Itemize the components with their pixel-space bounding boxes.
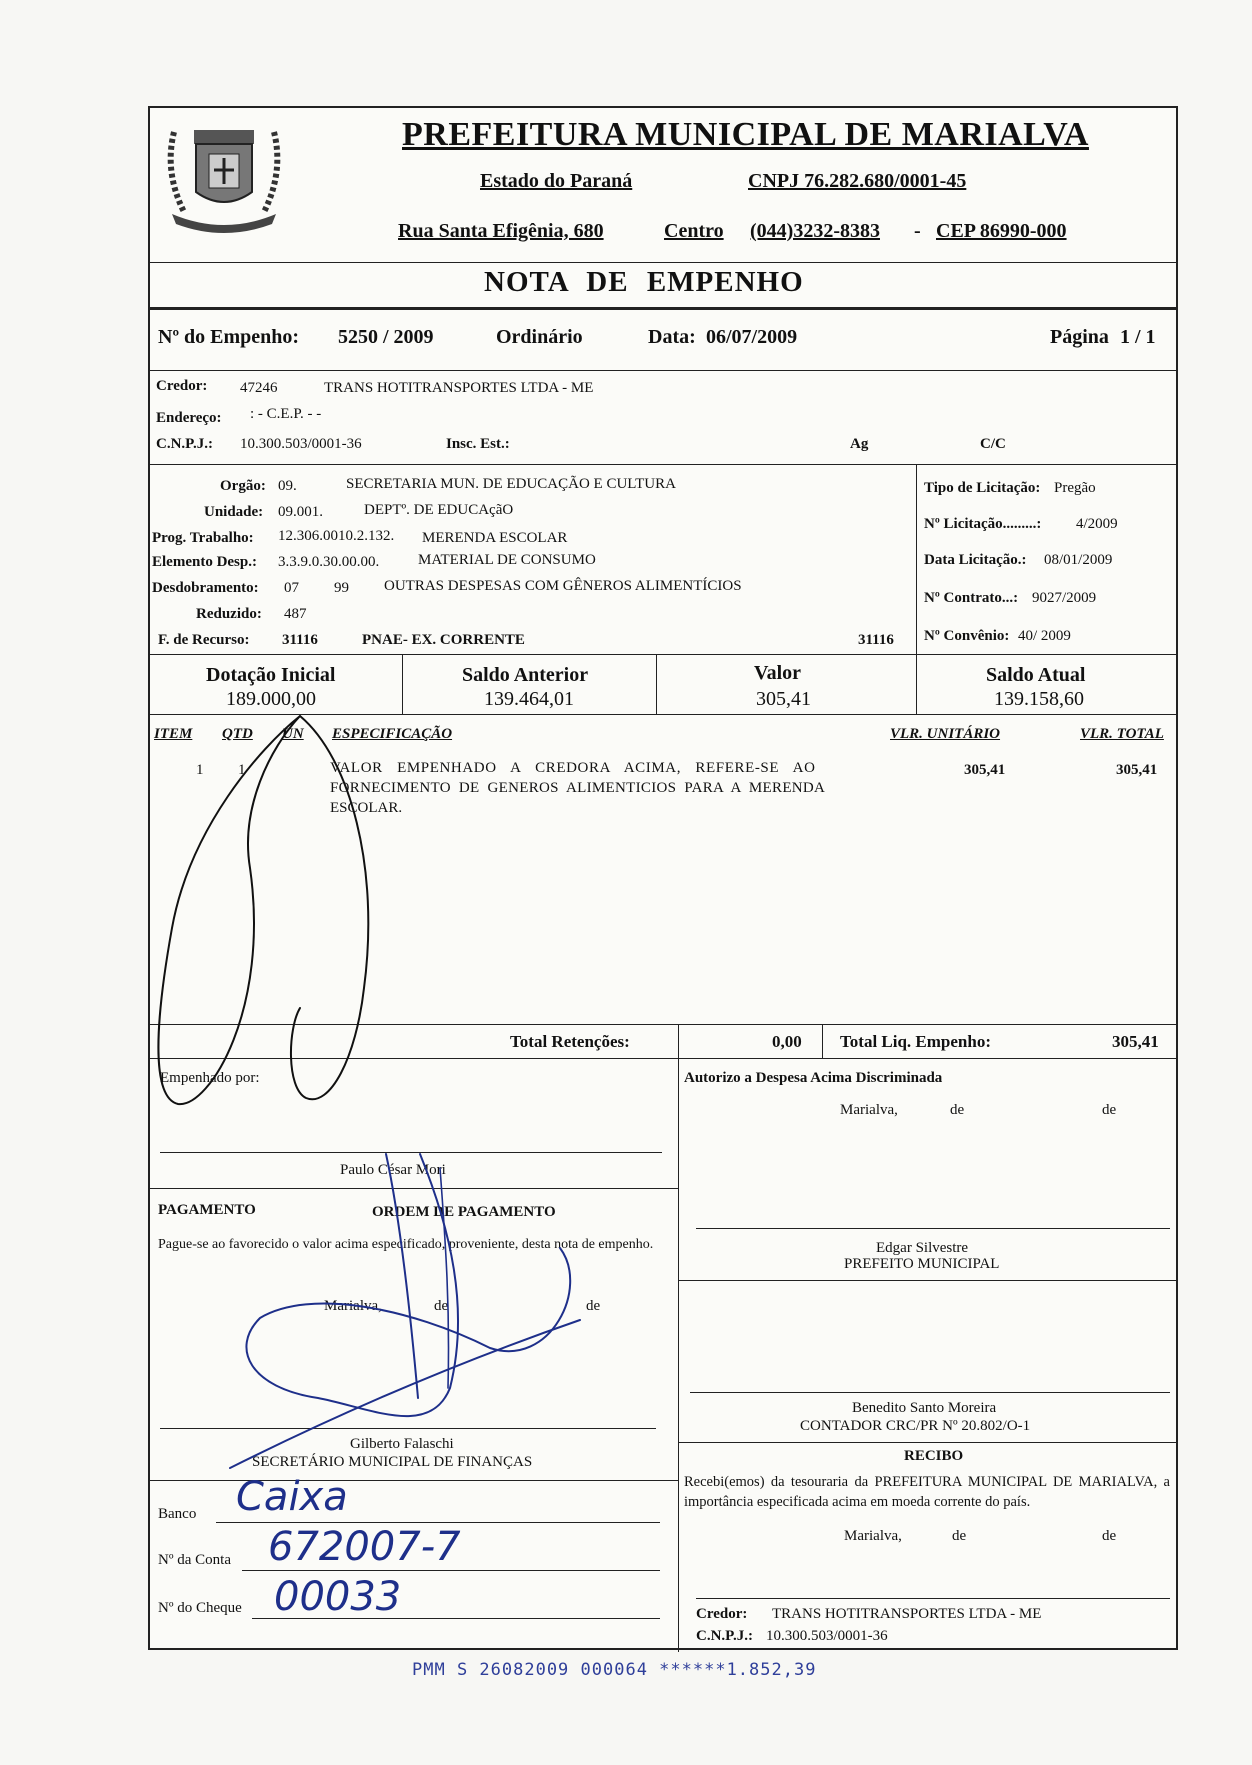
contador-name: Benedito Santo Moreira <box>852 1400 997 1416</box>
dotacao-value: 189.000,00 <box>226 688 316 710</box>
autorizo-city: Marialva, <box>840 1102 898 1118</box>
item-unit-value: 305,41 <box>964 762 1006 778</box>
recibo-credor-label: Credor: <box>696 1606 748 1622</box>
recibo-city: Marialva, <box>844 1528 902 1544</box>
conta-label: Nº da Conta <box>158 1552 231 1568</box>
elem-code: 3.3.9.0.30.00.00. <box>278 554 380 570</box>
dotacao-label: Dotação Inicial <box>206 664 336 686</box>
orgao-code: 09. <box>278 478 297 494</box>
saldo-anterior-value: 139.464,01 <box>484 688 574 710</box>
recibo-text: Recebi(emos) da tesouraria da PREFEITURA MUNICIPAL DE MARIALVA, a importância especificada acima em moeda corrente do país. <box>684 1474 1170 1510</box>
cheque-label: Nº do Cheque <box>158 1600 242 1616</box>
orgao-label: Orgão: <box>220 478 266 494</box>
recibo-cnpj: 10.300.503/0001-36 <box>766 1628 888 1644</box>
recibo-de-1: de <box>952 1528 967 1544</box>
insc-label: Insc. Est.: <box>446 436 510 452</box>
prefeito-name: Edgar Silvestre <box>876 1240 969 1256</box>
desd-code1: 07 <box>284 580 299 596</box>
desd-name: OUTRAS DESPESAS COM GÊNEROS ALIMENTÍCIOS <box>384 578 742 594</box>
credor-label: Credor: <box>156 378 208 394</box>
retencoes-value: 0,00 <box>772 1032 802 1051</box>
credor-address: : - C.E.P. - - <box>250 406 322 422</box>
fonte-label: F. de Recurso: <box>158 632 250 648</box>
credor-cnpj: 10.300.503/0001-36 <box>240 436 362 452</box>
banco-handwritten: Caixa <box>236 1474 348 1520</box>
convenio: 40/ 2009 <box>1018 628 1071 644</box>
reduz-label: Reduzido: <box>196 606 262 622</box>
ag-label: Ag <box>850 436 869 452</box>
unidade-label: Unidade: <box>204 504 264 520</box>
licitacao-tipo: Pregão <box>1054 480 1096 496</box>
col-item: ITEM <box>154 726 193 742</box>
recibo-cnpj-label: C.N.P.J.: <box>696 1628 753 1644</box>
municipality-title: PREFEITURA MUNICIPAL DE MARIALVA <box>402 116 1089 153</box>
fonte-name: PNAE- EX. CORRENTE <box>362 632 525 648</box>
reduz-code: 487 <box>284 606 307 622</box>
empenhado-name: Paulo César Mori <box>340 1162 446 1178</box>
contrato: 9027/2009 <box>1032 590 1097 606</box>
licitacao-tipo-label: Tipo de Licitação: <box>924 480 1041 496</box>
contador-title: CONTADOR CRC/PR Nº 20.802/O-1 <box>800 1418 1031 1434</box>
conta-handwritten: 672007-7 <box>268 1524 461 1570</box>
autorizo-de-2: de <box>1102 1102 1117 1118</box>
item-spec-line2: FORNECIMENTO DE GENEROS ALIMENTICIOS PARA A MERENDA <box>330 780 826 796</box>
pagamento-label: PAGAMENTO <box>158 1202 256 1218</box>
empenho-label: Nº do Empenho: <box>158 326 300 348</box>
saldo-anterior-label: Saldo Anterior <box>462 664 589 686</box>
retencoes-label: Total Retenções: <box>510 1032 630 1051</box>
credor-code: 47246 <box>240 380 278 396</box>
liquido-label: Total Liq. Empenho: <box>840 1032 991 1051</box>
banco-label: Banco <box>158 1506 197 1522</box>
orgao-name: SECRETARIA MUN. DE EDUCAÇÃO E CULTURA <box>346 476 676 492</box>
licitacao-data: 08/01/2009 <box>1044 552 1113 568</box>
item-number: 1 <box>196 762 204 778</box>
pagamento-text: Pague-se ao favorecido o valor acima especificado, proveniente, desta nota de empenho. <box>158 1237 654 1252</box>
cep: CEP 86990-000 <box>936 220 1067 242</box>
prog-code: 12.306.0010.2.132. <box>278 528 395 544</box>
cc-label: C/C <box>980 436 1006 452</box>
col-total-value: VLR. TOTAL <box>1080 726 1164 742</box>
handwritten-signature <box>150 108 1180 1652</box>
nota-de-empenho-form <box>148 106 1178 1650</box>
cheque-handwritten: 00033 <box>274 1574 402 1620</box>
item-spec-line1: VALOR EMPENHADO A CREDORA ACIMA, REFERE-SE AO <box>330 760 816 776</box>
licitacao-num: 4/2009 <box>1076 516 1118 532</box>
pagamento-city: Marialva, <box>324 1298 382 1314</box>
prog-name: MERENDA ESCOLAR <box>422 530 568 546</box>
fonte-code2: 31116 <box>858 632 894 648</box>
state-name: Estado do Paraná <box>480 170 633 192</box>
credor-name: TRANS HOTITRANSPORTES LTDA - ME <box>324 380 594 396</box>
address-street: Rua Santa Efigênia, 680 <box>398 220 604 242</box>
cnpj-header: CNPJ 76.282.680/0001-45 <box>748 170 967 192</box>
convenio-label: Nº Convênio: <box>924 628 1010 644</box>
desd-label: Desdobramento: <box>152 580 259 596</box>
contrato-label: Nº Contrato...: <box>924 590 1019 606</box>
page-label: Página <box>1050 326 1109 348</box>
secretario-name: Gilberto Falaschi <box>350 1436 454 1452</box>
recibo-de-2: de <box>1102 1528 1117 1544</box>
item-spec-line3: ESCOLAR. <box>330 800 403 816</box>
desd-code2: 99 <box>334 580 349 596</box>
autorizo-de-1: de <box>950 1102 965 1118</box>
date-label: Data: <box>648 326 696 348</box>
unidade-name: DEPTº. DE EDUCAçãO <box>364 502 514 518</box>
elem-name: MATERIAL DE CONSUMO <box>418 552 596 568</box>
recibo-label: RECIBO <box>904 1448 964 1464</box>
separator: - <box>914 220 921 242</box>
item-total-value: 305,41 <box>1116 762 1158 778</box>
autorizo-label: Autorizo a Despesa Acima Discriminada <box>684 1070 943 1086</box>
address-label: Endereço: <box>156 410 222 426</box>
valor-label: Valor <box>754 662 802 684</box>
col-un: UN <box>282 726 304 742</box>
prefeito-title: PREFEITO MUNICIPAL <box>844 1256 1000 1272</box>
saldo-atual-value: 139.158,60 <box>994 688 1084 710</box>
unidade-code: 09.001. <box>278 504 323 520</box>
document-title: NOTA DE EMPENHO <box>484 266 804 298</box>
pagamento-de-1: de <box>434 1298 449 1314</box>
licitacao-num-label: Nº Licitação.........: <box>924 516 1042 532</box>
cnpj-label: C.N.P.J.: <box>156 436 213 452</box>
col-unit-value: VLR. UNITÁRIO <box>890 726 1001 742</box>
prog-label: Prog. Trabalho: <box>152 530 254 546</box>
col-qtd: QTD <box>222 726 253 742</box>
page-number: 1 / 1 <box>1120 326 1156 348</box>
empenho-number: 5250 / 2009 <box>338 326 434 348</box>
valor-value: 305,41 <box>756 688 811 710</box>
recibo-credor-name: TRANS HOTITRANSPORTES LTDA - ME <box>772 1606 1042 1622</box>
licitacao-data-label: Data Licitação.: <box>924 552 1027 568</box>
saldo-atual-label: Saldo Atual <box>986 664 1086 686</box>
fonte-code: 31116 <box>282 632 318 648</box>
empenho-type: Ordinário <box>496 326 583 348</box>
empenho-date: 06/07/2009 <box>706 326 798 348</box>
elem-label: Elemento Desp.: <box>152 554 257 570</box>
ordem-label: ORDEM DE PAGAMENTO <box>372 1204 556 1220</box>
cashier-stamp: PMM S 26082009 000064 ******1.852,39 <box>412 1660 817 1680</box>
address-district: Centro <box>664 220 724 242</box>
empenhado-label: Empenhado por: <box>160 1070 260 1086</box>
phone: (044)3232-8383 <box>750 220 880 242</box>
pagamento-de-2: de <box>586 1298 601 1314</box>
secretario-title: SECRETÁRIO MUNICIPAL DE FINANÇAS <box>252 1454 533 1470</box>
liquido-value: 305,41 <box>1112 1032 1159 1051</box>
item-qtd: 1 <box>238 762 246 778</box>
col-spec: ESPECIFICAÇÃO <box>332 726 453 742</box>
